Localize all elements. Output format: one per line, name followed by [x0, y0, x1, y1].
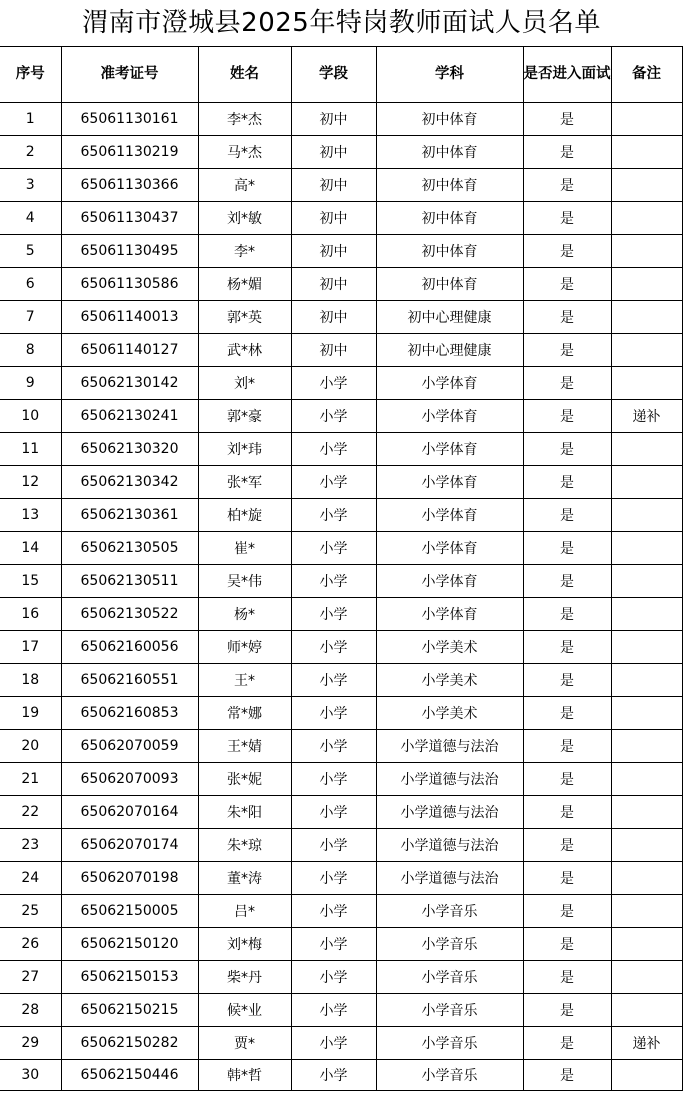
cell-name: 朱*阳	[198, 796, 291, 829]
cell-remarks	[611, 664, 682, 697]
table-row	[0, 862, 682, 895]
cell-remarks	[611, 1060, 682, 1091]
cell-index: 28	[0, 994, 61, 1027]
table-body	[0, 103, 682, 1091]
table-row	[0, 829, 682, 862]
table-row	[0, 796, 682, 829]
cell-interview-status: 是	[523, 895, 611, 928]
cell-index: 10	[0, 400, 61, 433]
table-row	[0, 631, 682, 664]
cell-index: 9	[0, 367, 61, 400]
cell-exam-number: 65062070198	[61, 862, 198, 895]
cell-name: 郭*豪	[198, 400, 291, 433]
cell-subject: 小学道德与法治	[376, 829, 523, 862]
cell-remarks	[611, 829, 682, 862]
cell-subject: 小学体育	[376, 400, 523, 433]
cell-name: 刘*梅	[198, 928, 291, 961]
cell-subject: 小学音乐	[376, 961, 523, 994]
header-interview-status: 是否进入面试	[523, 47, 611, 103]
cell-exam-number: 65061130586	[61, 268, 198, 301]
cell-school-level: 小学	[291, 829, 376, 862]
cell-exam-number: 65061130366	[61, 169, 198, 202]
cell-name: 刘*敏	[198, 202, 291, 235]
cell-interview-status: 是	[523, 301, 611, 334]
cell-index: 22	[0, 796, 61, 829]
cell-remarks	[611, 697, 682, 730]
cell-exam-number: 65061130495	[61, 235, 198, 268]
cell-exam-number: 65061130219	[61, 136, 198, 169]
cell-school-level: 小学	[291, 1060, 376, 1091]
cell-remarks	[611, 367, 682, 400]
cell-subject: 小学音乐	[376, 928, 523, 961]
cell-index: 2	[0, 136, 61, 169]
cell-school-level: 初中	[291, 334, 376, 367]
cell-index: 8	[0, 334, 61, 367]
cell-school-level: 初中	[291, 136, 376, 169]
cell-exam-number: 65062150153	[61, 961, 198, 994]
cell-remarks	[611, 202, 682, 235]
cell-name: 杨*	[198, 598, 291, 631]
cell-remarks	[611, 862, 682, 895]
cell-subject: 小学道德与法治	[376, 796, 523, 829]
cell-school-level: 小学	[291, 664, 376, 697]
cell-name: 崔*	[198, 532, 291, 565]
table-row	[0, 565, 682, 598]
cell-remarks	[611, 961, 682, 994]
table-row	[0, 994, 682, 1027]
table-row	[0, 532, 682, 565]
cell-school-level: 小学	[291, 400, 376, 433]
cell-interview-status: 是	[523, 202, 611, 235]
cell-exam-number: 65062070093	[61, 763, 198, 796]
cell-name: 韩*哲	[198, 1060, 291, 1091]
cell-remarks	[611, 433, 682, 466]
candidate-table	[0, 47, 683, 1091]
cell-exam-number: 65062130361	[61, 499, 198, 532]
cell-exam-number: 65061130161	[61, 103, 198, 136]
cell-school-level: 小学	[291, 961, 376, 994]
cell-exam-number: 65061140127	[61, 334, 198, 367]
header-subject: 学科	[376, 47, 523, 103]
table-row	[0, 367, 682, 400]
table-row	[0, 928, 682, 961]
cell-subject: 小学美术	[376, 697, 523, 730]
cell-interview-status: 是	[523, 631, 611, 664]
cell-exam-number: 65062150215	[61, 994, 198, 1027]
cell-subject: 小学体育	[376, 565, 523, 598]
cell-interview-status: 是	[523, 994, 611, 1027]
cell-interview-status: 是	[523, 829, 611, 862]
cell-name: 董*涛	[198, 862, 291, 895]
cell-name: 候*业	[198, 994, 291, 1027]
table-row	[0, 895, 682, 928]
cell-interview-status: 是	[523, 268, 611, 301]
cell-exam-number: 65062160551	[61, 664, 198, 697]
cell-exam-number: 65062150282	[61, 1027, 198, 1060]
cell-index: 14	[0, 532, 61, 565]
cell-name: 高*	[198, 169, 291, 202]
cell-subject: 小学道德与法治	[376, 862, 523, 895]
cell-school-level: 小学	[291, 796, 376, 829]
cell-exam-number: 65062130142	[61, 367, 198, 400]
cell-interview-status: 是	[523, 565, 611, 598]
cell-subject: 小学音乐	[376, 1060, 523, 1091]
cell-name: 柴*丹	[198, 961, 291, 994]
table-row	[0, 730, 682, 763]
cell-exam-number: 65062070174	[61, 829, 198, 862]
cell-exam-number: 65062070164	[61, 796, 198, 829]
cell-interview-status: 是	[523, 169, 611, 202]
cell-school-level: 小学	[291, 532, 376, 565]
cell-exam-number: 65062130241	[61, 400, 198, 433]
cell-interview-status: 是	[523, 796, 611, 829]
cell-interview-status: 是	[523, 961, 611, 994]
cell-remarks	[611, 565, 682, 598]
cell-school-level: 小学	[291, 367, 376, 400]
cell-school-level: 初中	[291, 169, 376, 202]
cell-subject: 初中心理健康	[376, 301, 523, 334]
cell-subject: 初中体育	[376, 169, 523, 202]
cell-interview-status: 是	[523, 862, 611, 895]
cell-subject: 小学体育	[376, 598, 523, 631]
table-row	[0, 136, 682, 169]
cell-index: 3	[0, 169, 61, 202]
cell-remarks	[611, 532, 682, 565]
cell-interview-status: 是	[523, 433, 611, 466]
cell-exam-number: 65061130437	[61, 202, 198, 235]
cell-subject: 初中体育	[376, 136, 523, 169]
cell-name: 王*	[198, 664, 291, 697]
cell-index: 19	[0, 697, 61, 730]
cell-interview-status: 是	[523, 103, 611, 136]
cell-school-level: 小学	[291, 598, 376, 631]
cell-remarks	[611, 631, 682, 664]
cell-interview-status: 是	[523, 1027, 611, 1060]
cell-index: 29	[0, 1027, 61, 1060]
cell-school-level: 初中	[291, 235, 376, 268]
cell-school-level: 小学	[291, 433, 376, 466]
cell-name: 张*军	[198, 466, 291, 499]
cell-school-level: 初中	[291, 268, 376, 301]
cell-subject: 小学体育	[376, 367, 523, 400]
cell-school-level: 小学	[291, 697, 376, 730]
cell-exam-number: 65062130522	[61, 598, 198, 631]
cell-index: 21	[0, 763, 61, 796]
table-row	[0, 598, 682, 631]
table-row	[0, 103, 682, 136]
cell-index: 17	[0, 631, 61, 664]
cell-subject: 小学体育	[376, 466, 523, 499]
cell-subject: 小学道德与法治	[376, 730, 523, 763]
cell-remarks	[611, 301, 682, 334]
cell-school-level: 小学	[291, 763, 376, 796]
cell-subject: 小学音乐	[376, 895, 523, 928]
cell-remarks	[611, 730, 682, 763]
cell-index: 30	[0, 1060, 61, 1091]
cell-index: 25	[0, 895, 61, 928]
cell-interview-status: 是	[523, 763, 611, 796]
cell-name: 李*	[198, 235, 291, 268]
table-row	[0, 202, 682, 235]
cell-name: 马*杰	[198, 136, 291, 169]
cell-school-level: 小学	[291, 631, 376, 664]
cell-index: 6	[0, 268, 61, 301]
cell-school-level: 初中	[291, 301, 376, 334]
cell-index: 26	[0, 928, 61, 961]
cell-interview-status: 是	[523, 730, 611, 763]
cell-subject: 初中心理健康	[376, 334, 523, 367]
cell-name: 吕*	[198, 895, 291, 928]
cell-school-level: 小学	[291, 565, 376, 598]
cell-school-level: 小学	[291, 862, 376, 895]
cell-remarks	[611, 334, 682, 367]
cell-index: 12	[0, 466, 61, 499]
cell-school-level: 初中	[291, 103, 376, 136]
table-row	[0, 466, 682, 499]
cell-name: 师*婷	[198, 631, 291, 664]
cell-name: 常*娜	[198, 697, 291, 730]
cell-exam-number: 65062130511	[61, 565, 198, 598]
cell-index: 16	[0, 598, 61, 631]
table-row	[0, 499, 682, 532]
cell-index: 24	[0, 862, 61, 895]
cell-name: 刘*玮	[198, 433, 291, 466]
cell-index: 1	[0, 103, 61, 136]
cell-interview-status: 是	[523, 367, 611, 400]
cell-subject: 初中体育	[376, 235, 523, 268]
cell-interview-status: 是	[523, 136, 611, 169]
cell-remarks	[611, 136, 682, 169]
cell-exam-number: 65062130505	[61, 532, 198, 565]
cell-interview-status: 是	[523, 928, 611, 961]
cell-remarks	[611, 763, 682, 796]
cell-remarks	[611, 103, 682, 136]
cell-subject: 初中体育	[376, 103, 523, 136]
table-row	[0, 433, 682, 466]
table-header-row	[0, 47, 682, 103]
header-exam-number: 准考证号	[61, 47, 198, 103]
table-row	[0, 400, 682, 433]
cell-exam-number: 65062160853	[61, 697, 198, 730]
cell-index: 23	[0, 829, 61, 862]
cell-exam-number: 65062150120	[61, 928, 198, 961]
cell-remarks: 递补	[611, 1027, 682, 1060]
cell-index: 7	[0, 301, 61, 334]
cell-school-level: 小学	[291, 730, 376, 763]
cell-interview-status: 是	[523, 400, 611, 433]
cell-remarks	[611, 466, 682, 499]
cell-remarks	[611, 994, 682, 1027]
cell-exam-number: 65062130320	[61, 433, 198, 466]
cell-remarks: 递补	[611, 400, 682, 433]
header-school-level: 学段	[291, 47, 376, 103]
page-title: 渭南市澄城县2025年特岗教师面试人员名单	[0, 0, 683, 47]
cell-subject: 小学美术	[376, 631, 523, 664]
cell-interview-status: 是	[523, 466, 611, 499]
cell-interview-status: 是	[523, 1060, 611, 1091]
cell-name: 郭*英	[198, 301, 291, 334]
table-row	[0, 961, 682, 994]
cell-subject: 小学道德与法治	[376, 763, 523, 796]
cell-index: 20	[0, 730, 61, 763]
cell-exam-number: 65062130342	[61, 466, 198, 499]
cell-interview-status: 是	[523, 664, 611, 697]
cell-name: 朱*琼	[198, 829, 291, 862]
cell-remarks	[611, 796, 682, 829]
cell-subject: 小学音乐	[376, 1027, 523, 1060]
cell-name: 杨*媚	[198, 268, 291, 301]
cell-exam-number: 65061140013	[61, 301, 198, 334]
cell-index: 5	[0, 235, 61, 268]
cell-interview-status: 是	[523, 334, 611, 367]
table-row	[0, 697, 682, 730]
cell-school-level: 小学	[291, 499, 376, 532]
cell-name: 刘*	[198, 367, 291, 400]
cell-name: 张*妮	[198, 763, 291, 796]
cell-interview-status: 是	[523, 235, 611, 268]
cell-interview-status: 是	[523, 598, 611, 631]
table-row	[0, 664, 682, 697]
header-name: 姓名	[198, 47, 291, 103]
cell-exam-number: 65062160056	[61, 631, 198, 664]
cell-school-level: 小学	[291, 994, 376, 1027]
cell-remarks	[611, 235, 682, 268]
cell-exam-number: 65062150005	[61, 895, 198, 928]
cell-index: 18	[0, 664, 61, 697]
cell-subject: 初中体育	[376, 268, 523, 301]
cell-index: 15	[0, 565, 61, 598]
cell-exam-number: 65062150446	[61, 1060, 198, 1091]
cell-name: 李*杰	[198, 103, 291, 136]
table-row	[0, 268, 682, 301]
cell-subject: 小学体育	[376, 433, 523, 466]
cell-name: 王*婧	[198, 730, 291, 763]
header-remarks: 备注	[611, 47, 682, 103]
cell-subject: 小学体育	[376, 532, 523, 565]
cell-remarks	[611, 928, 682, 961]
cell-school-level: 小学	[291, 466, 376, 499]
cell-school-level: 小学	[291, 928, 376, 961]
cell-school-level: 小学	[291, 1027, 376, 1060]
cell-name: 吴*伟	[198, 565, 291, 598]
table-row	[0, 763, 682, 796]
cell-subject: 初中体育	[376, 202, 523, 235]
cell-name: 柏*旋	[198, 499, 291, 532]
table-row	[0, 235, 682, 268]
cell-index: 11	[0, 433, 61, 466]
table-row	[0, 1027, 682, 1060]
cell-subject: 小学音乐	[376, 994, 523, 1027]
cell-name: 武*林	[198, 334, 291, 367]
table-row	[0, 169, 682, 202]
cell-remarks	[611, 895, 682, 928]
cell-school-level: 初中	[291, 202, 376, 235]
cell-school-level: 小学	[291, 895, 376, 928]
cell-exam-number: 65062070059	[61, 730, 198, 763]
cell-interview-status: 是	[523, 499, 611, 532]
cell-interview-status: 是	[523, 697, 611, 730]
cell-remarks	[611, 268, 682, 301]
table-row	[0, 301, 682, 334]
cell-subject: 小学美术	[376, 664, 523, 697]
cell-remarks	[611, 598, 682, 631]
header-index: 序号	[0, 47, 61, 103]
cell-remarks	[611, 169, 682, 202]
table-row	[0, 1060, 682, 1091]
cell-remarks	[611, 499, 682, 532]
cell-index: 27	[0, 961, 61, 994]
table-row	[0, 334, 682, 367]
cell-index: 13	[0, 499, 61, 532]
cell-name: 贾*	[198, 1027, 291, 1060]
cell-index: 4	[0, 202, 61, 235]
cell-interview-status: 是	[523, 532, 611, 565]
cell-subject: 小学体育	[376, 499, 523, 532]
